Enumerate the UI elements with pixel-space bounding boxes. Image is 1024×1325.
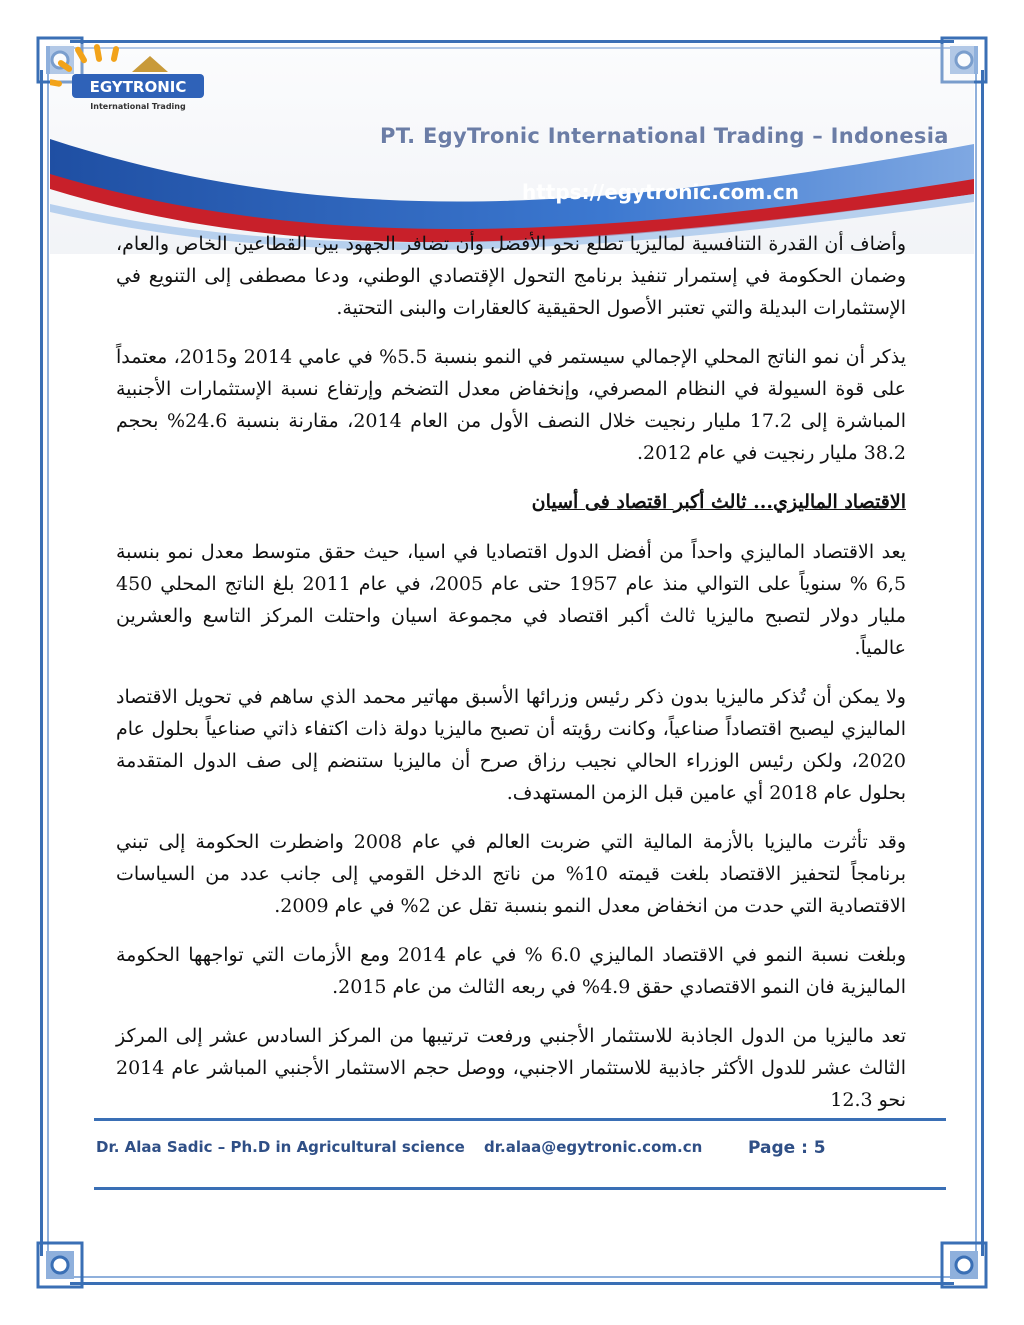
page-header — [50, 44, 974, 254]
corner-ornament-bottom-right — [938, 1239, 990, 1291]
footer-page-number: Page : 5 — [748, 1138, 826, 1158]
section-heading: الاقتصاد الماليزي... ثالث أكبر اقتصاد فى أسيان — [531, 491, 906, 513]
corner-ornament-bottom-left — [34, 1239, 86, 1291]
frame-right-line — [981, 70, 984, 1256]
paragraph-5: وقد تأثرت ماليزيا بالأزمة المالية التي ضربت العالم في عام 2008 واضطرت الحكومة إلى تبني برنامجاً لتحفيز الاقتصاد بلغت قيمته 10% من ناتج الدخل القومي إلى جانب عدد من السياسات الاقتصادية التي حدت من انخفاض معدل النمو بنسبة تقل عن 2% في عام 2009. — [116, 831, 907, 917]
frame-left-line-inner — [47, 70, 49, 1256]
article-body — [116, 228, 906, 1133]
footer-author: Dr. Alaa Sadic – Ph.D in Agricultural science — [96, 1138, 465, 1156]
egytronic-logo — [50, 44, 210, 114]
frame-left-line — [40, 70, 43, 1256]
paragraph-6: وبلغت نسبة النمو في الاقتصاد الماليزي 6.0 % في عام 2014 ومع الأزمات التي تواجهها الحكومة الماليزية فان النمو الاقتصادي حقق 4.9% في ربعه الثالث من عام 2015. — [116, 944, 906, 998]
company-name: PT. EgyTronic International Trading – Indonesia — [380, 124, 949, 148]
frame-bottom-line-inner — [70, 1276, 954, 1278]
paragraph-4: ولا يمكن أن تُذكر ماليزيا بدون ذكر رئيس وزرائها الأسبق مهاتير محمد الذي ساهم في تحويل الاقتصاد الماليزي ليصبح اقتصاداً صناعياً، وكانت رؤيته أن تصبح ماليزيا دولة ذات اكتفاء ذاتي صناعياً بحلول عام 2020، ولكن رئيس الوزراء الحالي نجيب رزاق صرح أن ماليزيا ستنضم إلى صف الدول المتقدمة بحلول عام 2018 أي عامين قبل الزمن المستهدف. — [116, 686, 906, 804]
footer-bottom-rule — [94, 1187, 946, 1190]
paragraph-3: يعد الاقتصاد الماليزي واحداً من أفضل الدول اقتصاديا في اسيا، حيث حقق متوسط معدل نمو بنسبة 6,5 % سنوياً على التوالي منذ عام 1957 حتى عام 2005، في عام 2011 بلغ الناتج المحلي 450 مليار دولار لتصبح ماليزيا ثالث أكبر اقتصاد في مجموعة اسيان واحتلت المركز التاسع والعشرين عالمياً. — [116, 541, 907, 659]
company-url-link[interactable]: https://egytronic.com.cn — [522, 180, 799, 204]
footer-email-link[interactable]: dr.alaa@egytronic.com.cn — [484, 1138, 703, 1156]
paragraph-7: تعد ماليزيا من الدول الجاذبة للاستثمار الأجنبي ورفعت ترتيبها من المركز السادس عشر إلى المركز الثالث عشر للدول الأكثر جاذبية للاستثمار الاجنبي، ووصل حجم الاستثمار الأجنبي المباشر عام 2014 نحو 12.3 — [116, 1025, 906, 1111]
frame-top-line — [70, 40, 954, 43]
paragraph-2: يذكر أن نمو الناتج المحلي الإجمالي سيستمر في النمو بنسبة 5.5% في عامي 2014 و2015، معتمداً على قوة السيولة في النظام المصرفي، وإنخفاض معدل التضخم وإرتفاع نسبة الإستثمارات الأجنبية المباشرة إلى 17.2 مليار رنجيت خلال النصف الأول من العام 2014، مقارنة بنسبة 24.6% بحجم 38.2 مليار رنجيت في عام 2012. — [116, 346, 906, 464]
logo-tagline: International Trading — [90, 102, 186, 111]
logo-wordmark: EGYTRONIC — [89, 78, 187, 96]
frame-bottom-line — [70, 1282, 954, 1285]
footer-top-rule — [94, 1118, 946, 1121]
frame-right-line-inner — [975, 70, 977, 1256]
paragraph-1: وأضاف أن القدرة التنافسية لماليزيا تطلع نحو الأفضل وأن تضافر الجهود بين القطاعين الخاص والعام، وضمان الحكومة في إستمرار تنفيذ برنامج التحول الإقتصادي الوطني، ودعا مصطفى إلى التنويع في الإستثمارات البديلة والتي تعتبر الأصول الحقيقية كالعقارات والبنى التحتية. — [116, 233, 906, 319]
